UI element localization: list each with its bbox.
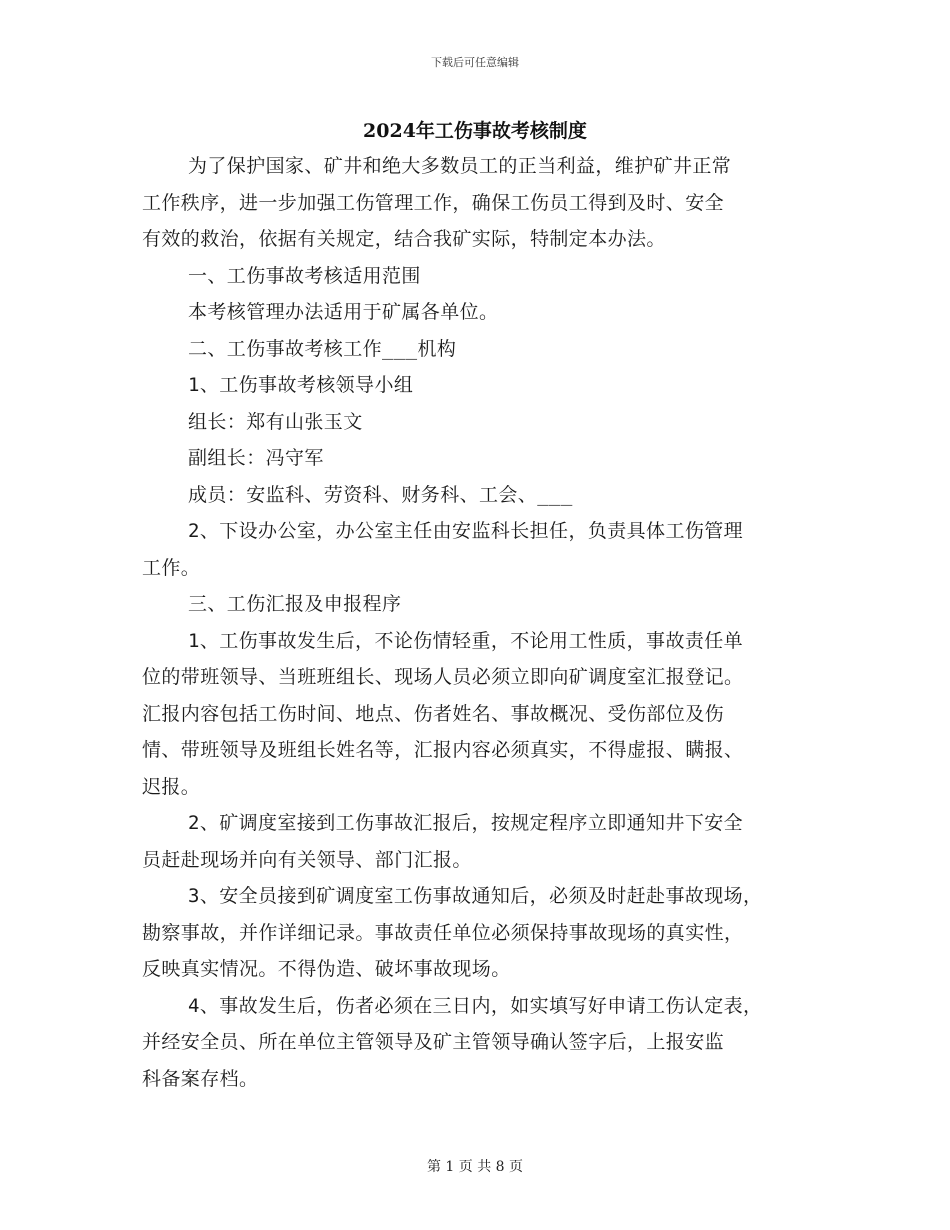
document-body xyxy=(142,148,812,1097)
paragraph-line-first: 2、矿调度室接到工伤事故汇报后，按规定程序立即通知井下安全 xyxy=(188,812,744,834)
document-title: 2024年工伤事故考核制度 xyxy=(363,120,587,142)
paragraph-line: 员赶赴现场并向有关领导、部门汇报。 xyxy=(142,848,472,871)
page-footer: 第 1 页 共 8 页 xyxy=(426,1159,524,1175)
header-note: 下载后可任意编辑 xyxy=(431,56,519,69)
paragraph-line-first: 一、工伤事故考核适用范围 xyxy=(188,264,421,287)
paragraph-line-first: 二、工伤事故考核工作___机构 xyxy=(188,337,457,360)
paragraph-line-first: 本考核管理办法适用于矿属各单位。 xyxy=(188,301,499,323)
paragraph-line: 迟报。 xyxy=(142,775,201,798)
paragraph-line-first: 为了保护国家、矿井和绝大多数员工的正当利益，维护矿井正常 xyxy=(188,155,732,177)
paragraph-line-first: 4、事故发生后，伤者必须在三日内，如实填写好申请工伤认定表， xyxy=(188,994,763,1017)
paragraph-line: 情、带班领导及班组长姓名等，汇报内容必须真实，不得虚报、瞒报、 xyxy=(142,739,744,761)
paragraph-line-first: 1、工伤事故考核领导小组 xyxy=(188,374,414,396)
paragraph-line-first: 副组长：冯守军 xyxy=(188,447,324,469)
paragraph-line: 并经安全员、所在单位主管领导及矿主管领导确认签字后，上报安监 xyxy=(142,1031,725,1053)
paragraph-line: 汇报内容包括工伤时间、地点、伤者姓名、事故概况、受伤部位及伤 xyxy=(142,702,725,725)
paragraph-line: 有效的救治，依据有关规定，结合我矿实际，特制定本办法。 xyxy=(142,228,666,250)
paragraph-line-first: 三、工伤汇报及申报程序 xyxy=(188,593,402,615)
paragraph-line: 科备案存档。 xyxy=(142,1067,259,1090)
paragraph-line-first: 组长：郑有山张玉文 xyxy=(188,410,363,433)
paragraph-line: 勘察事故，并作详细记录。事故责任单位必须保持事故现场的真实性， xyxy=(142,921,744,944)
paragraph-line-first: 1、工伤事故发生后，不论伤情轻重，不论用工性质，事故责任单 xyxy=(188,629,744,652)
paragraph-line: 工作秩序，进一步加强工伤管理工作，确保工伤员工得到及时、安全 xyxy=(142,191,725,214)
paragraph-line: 位的带班领导、当班班组长、现场人员必须立即向矿调度室汇报登记。 xyxy=(142,666,744,688)
paragraph-line-first: 2、下设办公室，办公室主任由安监科长担任，负责具体工伤管理 xyxy=(188,520,744,542)
paragraph-line: 工作。 xyxy=(142,556,201,579)
paragraph-line: 反映真实情况。不得伪造、破坏事故现场。 xyxy=(142,958,511,980)
paragraph-line-first: 成员：安监科、劳资科、财务科、工会、___ xyxy=(188,483,573,506)
paragraph-line-first: 3、安全员接到矿调度室工伤事故通知后，必须及时赶赴事故现场， xyxy=(188,885,763,907)
